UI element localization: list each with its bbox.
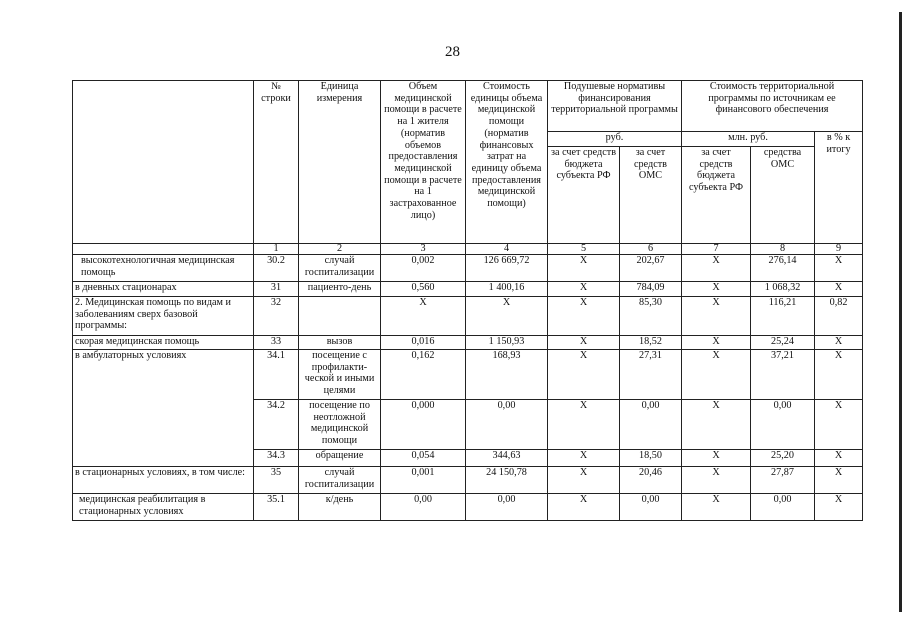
header-territorial-cost: Стоимость территориальной программы по источникам ее финансового обеспечения <box>682 81 863 132</box>
row-oms: 27,31 <box>620 350 682 400</box>
table-row <box>73 350 863 400</box>
row-budget-mln: Х <box>682 255 751 282</box>
row-number: 33 <box>254 336 299 350</box>
row-name: 2. Медицинская помощь по видам и заболеваниям сверх базовой программы: <box>73 297 254 336</box>
row-budget: Х <box>548 350 620 400</box>
header-name-cell <box>73 81 254 244</box>
row-number: 35 <box>254 467 299 494</box>
header-rub: руб. <box>548 132 682 147</box>
table-row <box>73 494 863 521</box>
page-number: 28 <box>445 44 460 60</box>
column-number: 1 <box>254 244 299 255</box>
row-budget-mln: Х <box>682 467 751 494</box>
row-budget-mln: Х <box>682 282 751 297</box>
column-number: 9 <box>815 244 863 255</box>
row-volume: 0,002 <box>381 255 466 282</box>
row-budget-mln: Х <box>682 350 751 400</box>
row-oms: 0,00 <box>620 400 682 450</box>
row-unit: пациенто-день <box>299 282 381 297</box>
row-percent: Х <box>815 450 863 467</box>
column-number: 3 <box>381 244 466 255</box>
row-oms: 18,52 <box>620 336 682 350</box>
row-budget: Х <box>548 467 620 494</box>
row-name: высокотехнологичная медицинская помощь <box>73 255 254 282</box>
header-mln-rub: млн. руб. <box>682 132 815 147</box>
row-percent: Х <box>815 282 863 297</box>
row-oms-mln: 37,21 <box>751 350 815 400</box>
row-oms-mln: 27,87 <box>751 467 815 494</box>
row-oms-mln: 0,00 <box>751 400 815 450</box>
row-percent: Х <box>815 467 863 494</box>
header-cost: Стоимость единицы объема медицинской помощи (норматив финансовых затрат на единицу объема предоставления медицинской помощи) <box>466 81 548 244</box>
row-percent: Х <box>815 255 863 282</box>
row-cost: 24 150,78 <box>466 467 548 494</box>
row-unit: случай госпитализации <box>299 255 381 282</box>
table-row <box>73 282 863 297</box>
column-number: 5 <box>548 244 620 255</box>
column-number: 6 <box>620 244 682 255</box>
table-row <box>73 336 863 350</box>
row-budget: Х <box>548 400 620 450</box>
row-oms-mln: 25,20 <box>751 450 815 467</box>
row-number: 35.1 <box>254 494 299 521</box>
column-number: 4 <box>466 244 548 255</box>
header-row-no: № строки <box>254 81 299 244</box>
header-oms: за счет средств ОМС <box>620 147 682 244</box>
row-oms-mln: 25,24 <box>751 336 815 350</box>
column-number: 8 <box>751 244 815 255</box>
row-oms: 20,46 <box>620 467 682 494</box>
header-budget-rf-mln: за счет средств бюджета субъекта РФ <box>682 147 751 244</box>
row-cost: 1 400,16 <box>466 282 548 297</box>
row-volume: 0,054 <box>381 450 466 467</box>
row-cost: 1 150,93 <box>466 336 548 350</box>
row-budget: Х <box>548 336 620 350</box>
row-cost: 0,00 <box>466 494 548 521</box>
row-oms: 85,30 <box>620 297 682 336</box>
row-percent: Х <box>815 494 863 521</box>
row-unit: обращение <box>299 450 381 467</box>
page-edge-line <box>899 12 902 612</box>
row-number: 34.3 <box>254 450 299 467</box>
row-oms: 18,50 <box>620 450 682 467</box>
financing-table <box>72 80 863 521</box>
row-name: в амбулаторных условиях <box>73 350 254 467</box>
row-budget: Х <box>548 255 620 282</box>
row-unit: посещение по неотложной медицинской помощи <box>299 400 381 450</box>
header-unit: Единица измерения <box>299 81 381 244</box>
row-cost: Х <box>466 297 548 336</box>
header-budget-rf: за счет средств бюджета субъекта РФ <box>548 147 620 244</box>
row-name: в дневных стационарах <box>73 282 254 297</box>
row-budget-mln: Х <box>682 336 751 350</box>
row-volume: 0,00 <box>381 494 466 521</box>
row-budget-mln: Х <box>682 297 751 336</box>
row-unit: посещение с профилакти-ческой и иными целями <box>299 350 381 400</box>
column-number: 2 <box>299 244 381 255</box>
row-percent: Х <box>815 350 863 400</box>
row-percent: 0,82 <box>815 297 863 336</box>
table-row <box>73 255 863 282</box>
row-oms-mln: 276,14 <box>751 255 815 282</box>
row-volume: Х <box>381 297 466 336</box>
row-budget-mln: Х <box>682 494 751 521</box>
row-oms: 0,00 <box>620 494 682 521</box>
row-oms: 202,67 <box>620 255 682 282</box>
row-name: скорая медицинская помощь <box>73 336 254 350</box>
row-number: 34.1 <box>254 350 299 400</box>
row-budget: Х <box>548 282 620 297</box>
row-unit: вызов <box>299 336 381 350</box>
row-unit: к/день <box>299 494 381 521</box>
row-cost: 168,93 <box>466 350 548 400</box>
row-number: 34.2 <box>254 400 299 450</box>
column-number: 7 <box>682 244 751 255</box>
row-number: 30.2 <box>254 255 299 282</box>
row-unit: случай госпитализации <box>299 467 381 494</box>
row-number: 32 <box>254 297 299 336</box>
row-percent: Х <box>815 336 863 350</box>
column-number <box>73 244 254 255</box>
row-volume: 0,000 <box>381 400 466 450</box>
row-budget-mln: Х <box>682 400 751 450</box>
row-budget: Х <box>548 297 620 336</box>
row-cost: 126 669,72 <box>466 255 548 282</box>
row-oms-mln: 1 068,32 <box>751 282 815 297</box>
table-row <box>73 467 863 494</box>
row-name: в стационарных условиях, в том числе: <box>73 467 254 494</box>
row-unit <box>299 297 381 336</box>
row-volume: 0,016 <box>381 336 466 350</box>
header-row-1 <box>73 81 863 132</box>
row-volume: 0,162 <box>381 350 466 400</box>
row-name: медицинская реабилитация в стационарных условиях <box>73 494 254 521</box>
header-percent-total: в % к итогу <box>815 132 863 244</box>
row-budget-mln: Х <box>682 450 751 467</box>
row-cost: 344,63 <box>466 450 548 467</box>
row-volume: 0,001 <box>381 467 466 494</box>
row-oms-mln: 0,00 <box>751 494 815 521</box>
row-percent: Х <box>815 400 863 450</box>
row-budget: Х <box>548 494 620 521</box>
header-oms-mln: средства ОМС <box>751 147 815 244</box>
row-cost: 0,00 <box>466 400 548 450</box>
header-per-capita: Подушевые нормативы финансирования территориальной программы <box>548 81 682 132</box>
column-numbers-row <box>73 244 863 255</box>
header-volume: Объем медицинской помощи в расчете на 1 жителя (норматив объемов предоставления медицинской помощи в расчете на 1 застрахованное лицо) <box>381 81 466 244</box>
row-number: 31 <box>254 282 299 297</box>
row-budget: Х <box>548 450 620 467</box>
table-row <box>73 297 863 336</box>
row-oms-mln: 116,21 <box>751 297 815 336</box>
row-volume: 0,560 <box>381 282 466 297</box>
row-oms: 784,09 <box>620 282 682 297</box>
